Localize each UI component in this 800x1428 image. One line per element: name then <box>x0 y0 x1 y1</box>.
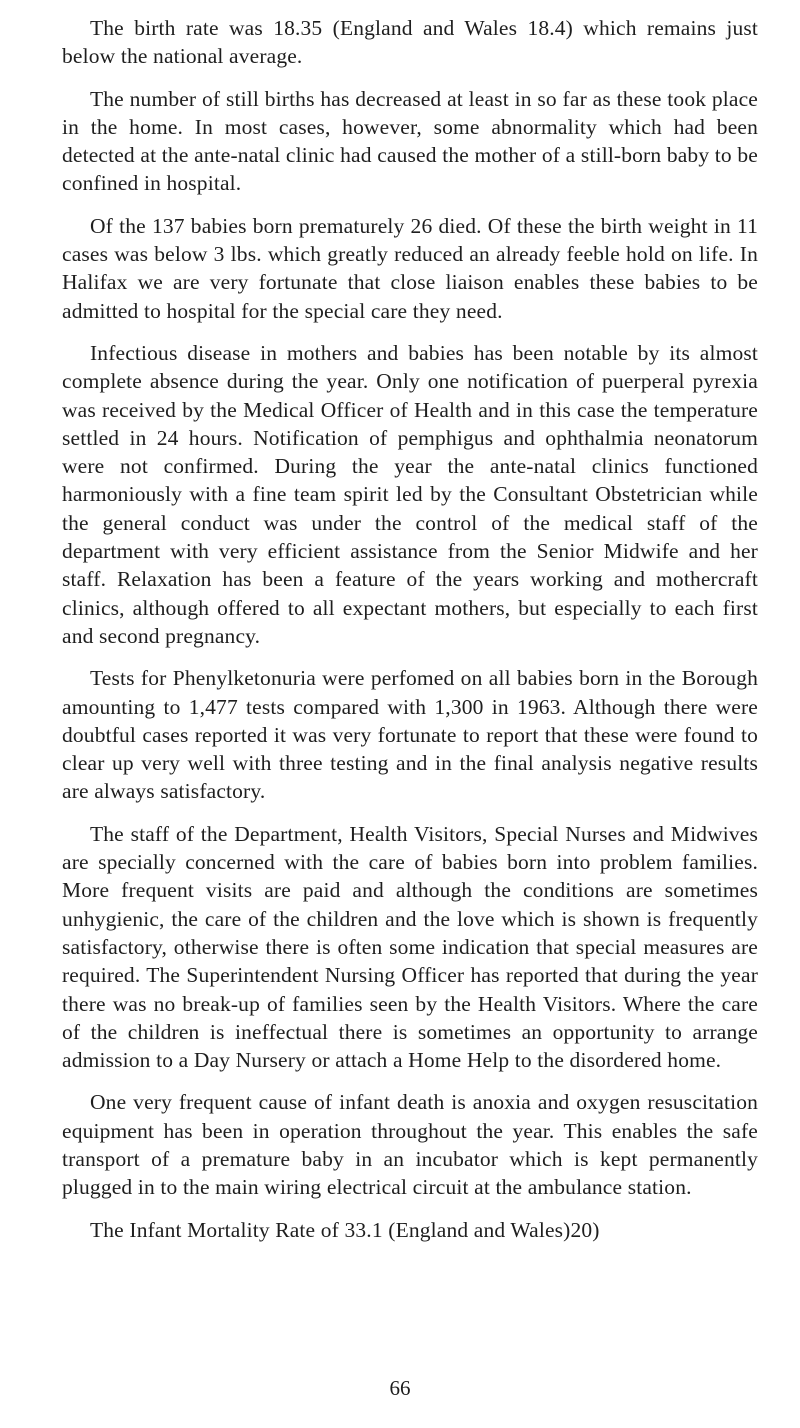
paragraph-birth-rate: The birth rate was 18.35 (England and Wales 18.4) which remains just below the national average. <box>62 16 758 69</box>
paragraph-infectious-disease: Infectious disease in mothers and babies has been notable by its almost complete absence during the year. Only one notification of puerperal pyrexia was received by the Medical Officer of Health and in this case the temperature settled in 24 hours. Notification of pemphigus and ophthalmia neonatorum were not confirmed. During the year the ante-natal clinics functioned harmoniously with a fine team spirit led by the Consultant Obstetrician while the general conduct was under the control of the medical staff of the department with very efficient assistance from the Senior Midwife and her staff. Relaxation has been a feature of the years working and mothercraft clinics, although offered to all expectant mothers, but especially to each first and second pregnancy. <box>62 340 758 648</box>
paragraph-phenylketonuria: Tests for Phenylketonuria were perfomed on all babies born in the Borough amounting to 1,477 tests compared with 1,300 in 1963. Although there were doubtful cases reported it was very fortunate to report that these were found to clear up very well with three testing and in the final analysis negative results are always satisfactory. <box>62 666 758 804</box>
page-number: 66 <box>389 1376 411 1400</box>
document-body <box>62 14 758 1244</box>
paragraph-infant-mortality: The Infant Mortality Rate of 33.1 (England and Wales)20) <box>90 1217 600 1242</box>
paragraph-problem-families: The staff of the Department, Health Visitors, Special Nurses and Midwives are specially concerned with the care of babies born into problem families. More frequent visits are paid and although the conditions are sometimes unhygienic, the care of the children and the love which is shown is frequently satisfactory, otherwise there is often some indication that special measures are required. The Superintendent Nursing Officer has reported that during the year there was no break-up of families seen by the Health Visitors. Where the care of the children is ineffectual there is sometimes an opportunity to arrange admission to a Day Nursery or attach a Home Help to the disordered home. <box>62 821 758 1073</box>
paragraph-still-births: The number of still births has decreased at least in so far as these took place in the home. In most cases, however, some abnormality which had been detected at the ante-natal clinic had caused the mother of a still-born baby to be confined in hospital. <box>62 86 758 196</box>
paragraph-anoxia: One very frequent cause of infant death is anoxia and oxygen resuscitation equipment has been in operation throughout the year. This enables the safe transport of a premature baby in an incubator which is kept permanently plugged in to the main wiring electrical circuit at the ambulance station. <box>62 1090 758 1200</box>
paragraph-premature-babies: Of the 137 babies born prematurely 26 died. Of these the birth weight in 11 cases was below 3 lbs. which greatly reduced an already feeble hold on life. In Halifax we are very fortunate that close liaison enables these babies to be admitted to hospital for the special care they need. <box>62 213 758 323</box>
